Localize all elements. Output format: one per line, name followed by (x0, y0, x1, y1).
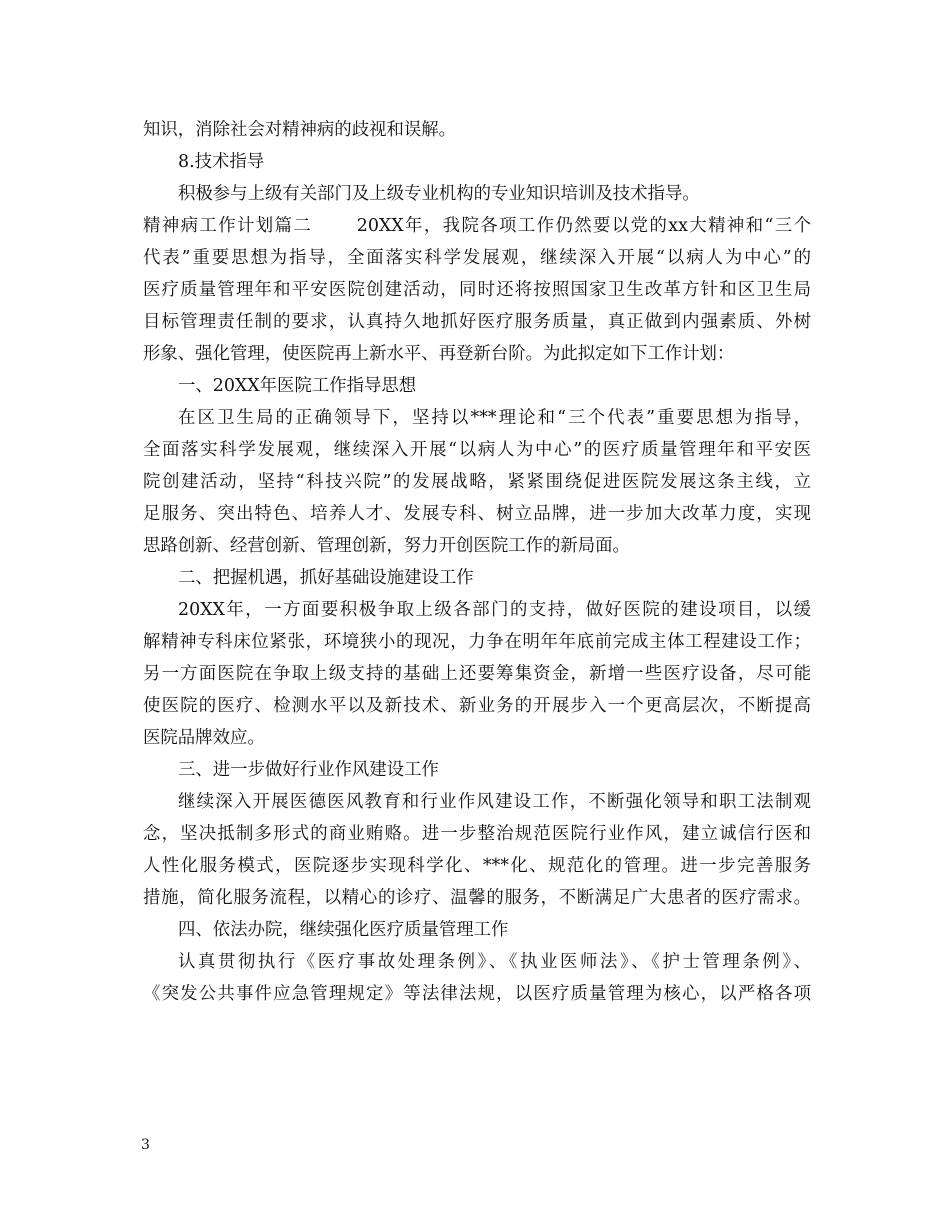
text-line: 解精神专科床位紧张，环境狭小的现况，力争在明年年底前完成主体工程建设工作； (143, 632, 811, 652)
text-line: 20XX年，一方面要积极争取上级各部门的支持，做好医院的建设项目，以缓 (178, 600, 811, 620)
page-number: 3 (141, 1137, 150, 1153)
text-line: 措施，简化服务流程，以精心的诊疗、温馨的服务，不断满足广大患者的医疗需求。 (143, 888, 811, 908)
text-line: 医院品牌效应。 (143, 728, 265, 748)
section-heading: 8.技术指导 (178, 152, 265, 172)
text-line: 院创建活动，坚持“科技兴院”的发展战略，紧紧围绕促进医院发展这条主线，立 (143, 472, 811, 492)
section-heading: 四、依法办院，继续强化医疗质量管理工作 (178, 920, 509, 940)
text-line: 足服务、突出特色、培养人才、发展专科、树立品牌，进一步加大改革力度，实现 (143, 504, 811, 524)
section-heading: 三、进一步做好行业作风建设工作 (178, 760, 439, 780)
text-line: 使医院的医疗、检测水平以及新技术、新业务的开展步入一个更高层次，不断提高 (143, 696, 811, 716)
text-line: 形象、强化管理，使医院再上新水平、再登新台阶。为此拟定如下工作计划： (143, 344, 735, 364)
text-line: 知识，消除社会对精神病的歧视和误解。 (143, 120, 457, 140)
text-line: 继续深入开展医德医风教育和行业作风建设工作，不断强化领导和职工法制观 (178, 792, 811, 812)
text-line: 在区卫生局的正确领导下，坚持以***理论和“三个代表”重要思想为指导， (178, 408, 811, 428)
text-line: 医疗质量管理年和平安医院创建活动，同时还将按照国家卫生改革方针和区卫生局 (143, 280, 811, 300)
text-line: 积极参与上级有关部门及上级专业机构的专业知识培训及技术指导。 (178, 184, 700, 204)
text-line: 《突发公共事件应急管理规定》等法律法规，以医疗质量管理为核心，以严格各项 (143, 984, 811, 1004)
text-line: 另一方面医院在争取上级支持的基础上还要筹集资金，新增一些医疗设备，尽可能 (143, 664, 811, 684)
text-line: 人性化服务模式，医院逐步实现科学化、***化、规范化的管理。进一步完善服务 (143, 856, 811, 876)
text-line: 目标管理责任制的要求，认真持久地抓好医疗服务质量，真正做到内强素质、外树 (143, 312, 811, 332)
text-line: 认真贯彻执行《医疗事故处理条例》、《执业医师法》、《护士管理条例》、 (178, 952, 811, 972)
body-text (143, 114, 811, 1010)
text-line: 念，坚决抵制多形式的商业贿赂。进一步整治规范医院行业作风，建立诚信行医和 (143, 824, 811, 844)
text-line: 代表”重要思想为指导，全面落实科学发展观，继续深入开展“以病人为中心”的 (143, 248, 811, 268)
text-line: 思路创新、经营创新、管理创新，努力开创医院工作的新局面。 (143, 536, 630, 556)
text-line: 精神病工作计划篇二 20XX年，我院各项工作仍然要以党的xx大精神和“三个 (143, 216, 811, 236)
text-line: 全面落实科学发展观，继续深入开展“以病人为中心”的医疗质量管理年和平安医 (143, 440, 811, 460)
section-heading: 二、把握机遇，抓好基础设施建设工作 (178, 568, 474, 588)
section-heading: 一、20XX年医院工作指导思想 (178, 376, 417, 396)
